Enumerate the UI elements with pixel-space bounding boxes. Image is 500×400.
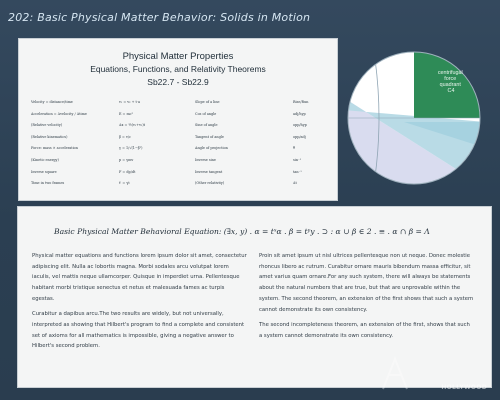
equation-row: Sine of angle: [195, 123, 218, 128]
equation-row: θ: [293, 146, 296, 151]
equation-column-2: [119, 97, 191, 190]
equation-row: Rise/Run: [293, 100, 309, 104]
equations-subheading: Equations, Functions, and Relativity Theorems: [90, 64, 266, 74]
page-title: 202: Basic Physical Matter Behavior: Solids in Motion: [8, 11, 311, 24]
equation-row: adj/hyp: [293, 111, 306, 116]
left-text-column: [32, 251, 247, 357]
watermark-text: HOLLYWOOD: [441, 384, 487, 391]
equations-code: Sb22.7 - Sb22.9: [147, 77, 209, 87]
equation-row: Δx = ½(v₁+v₂)t: [119, 123, 146, 128]
equations-panel: [18, 38, 338, 201]
equation-row: sin⁻¹: [293, 157, 302, 162]
equation-row: Inverse tangent: [195, 169, 223, 174]
equation-row: Tangent of angle: [195, 134, 224, 139]
equation-row: Angle of projection: [195, 146, 228, 151]
equation-row: Force: mass × acceleration: [31, 146, 78, 151]
equation-row: F = dp/dt: [119, 169, 136, 174]
equation-row: Acceleration = Δvelocity / Δtime: [31, 111, 87, 116]
equation-row: opp/hyp: [293, 123, 307, 128]
paragraph: The second incompleteness theorem, an extension of the first, shows that such a system cannot demonstrate its own consistency.: [259, 321, 470, 339]
right-text-column: [259, 251, 474, 346]
equation-row: E = mc²: [119, 111, 133, 116]
quadrant-diagram-svg: [344, 38, 486, 198]
equation-row: Cos of angle: [195, 111, 217, 116]
equation-row: (Relative kinematics): [31, 134, 68, 139]
equation-row: (Other relativity): [195, 181, 225, 186]
equation-row: (Relative velocity): [31, 123, 63, 128]
equation-row: tan⁻¹: [293, 169, 302, 174]
equation-row: v₁ = v₂ + t·a: [119, 100, 141, 104]
equation-column-4: [293, 97, 333, 190]
equation-column-3: [195, 97, 287, 190]
equation-row: Slope of a line: [195, 100, 220, 104]
paragraph: Curabitur a dapibus arcu.The two results are widely, but not universally, interpreted as showing that Hilbert's program to find a complete and consistent set of axioms for all mathematics is impossible, giving a negative answer to Hilbert's second problem.: [32, 311, 245, 350]
force-quadrant-diagram: [344, 38, 486, 198]
equation-row: Velocity = distance/time: [31, 100, 73, 104]
paragraph: Proin sit amet ipsum ut nisl ultrices pellentesque non ut neque. Donec molestie rhoncus libero ac rutrum. Curabitur ornare mauris bibendum massa efficitur, sit amet varius quam ornare.For any such system, there will always be statements about the natural numbers that are true, but that are unprovable within the system. The second theorem, an extension of the first shows that such a system cannot demonstrate its own consistency.: [259, 253, 474, 313]
equation-column-1: [31, 97, 131, 190]
equation-row: Inverse sine: [195, 157, 216, 162]
equation-row: Time in two frames: [31, 181, 65, 186]
equation-row: Inverse square: [31, 169, 57, 174]
equation-row: opp/adj: [293, 134, 306, 139]
equation-row: t' = γt: [119, 181, 130, 186]
watermark: [353, 355, 493, 393]
equations-heading: Physical Matter Properties: [122, 51, 234, 62]
behavioral-equation: Basic Physical Matter Behavioral Equation: (∃x, y) . α = tˣα . β = tʸy . ⊃ : α ∪ β ∈ 2 . ≡ . α ∩ β = Λ: [54, 227, 430, 236]
quadrant-label: centrifugal force quadrant C4: [437, 70, 463, 94]
equation-row: p = γmv: [119, 157, 134, 162]
equation-row: Δt: [293, 181, 297, 186]
paragraph: Physical matter equations and functions lorem ipsum dolor sit amet, consectetur adipiscing elit. Nulla ac lobortis magna. Morbi sodales arcu volutpat lorem iaculis, vel mattis neque ullamcorper. Quisque in imperdiet urna. Pellentesque habitant morbi tristique senectus et netus et malesuada fames ac turpis egestas.: [32, 253, 247, 302]
equation-row: β = v/c: [119, 134, 131, 139]
equation-row: (Kinetic energy): [31, 157, 59, 162]
equation-row: γ = 1/√(1−β²): [119, 146, 143, 151]
